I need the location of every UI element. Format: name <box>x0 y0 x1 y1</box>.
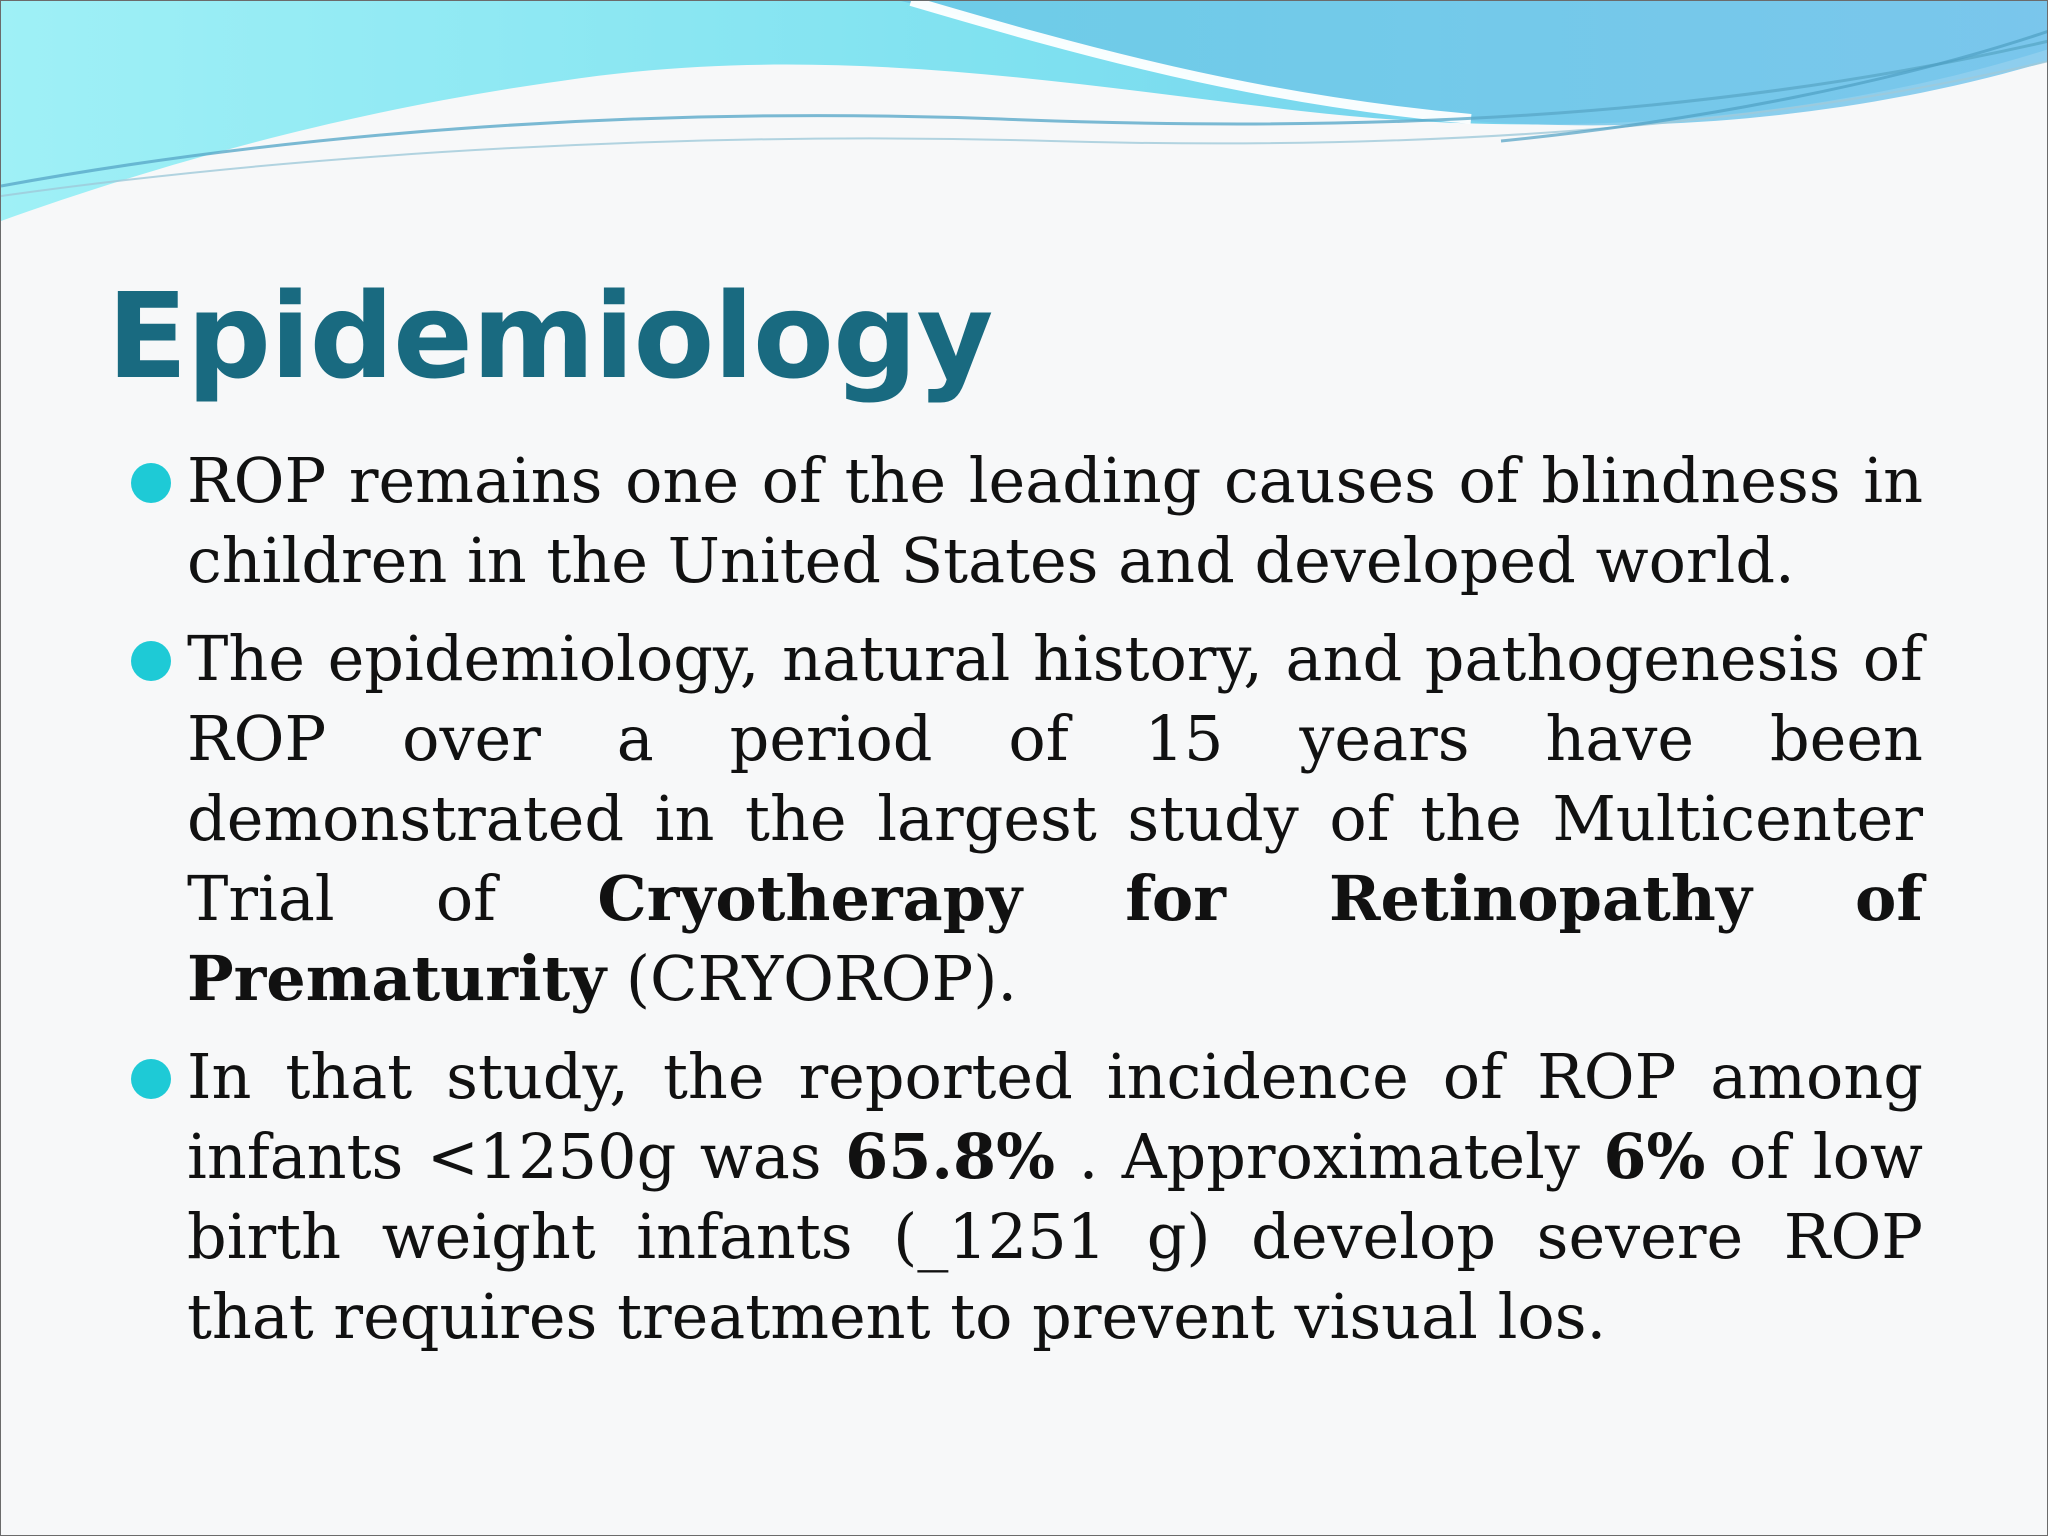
bullet-text: In that study, the reported incidence of ROP among infants <1250g was <box>187 1040 1923 1193</box>
bullet-item <box>131 441 1923 601</box>
bullet-dot-icon <box>131 463 171 503</box>
bullet-dot-icon <box>131 1059 171 1099</box>
bullet-text: The epidemiology, natural history, and pathogenesis of ROP over a period of 15 years have been demonstrated in the largest study of the Multicenter Trial of <box>187 622 1923 935</box>
bullet-text: (CRYOROP). <box>606 942 1018 1015</box>
bullet-item <box>131 1037 1923 1357</box>
bullet-dot-icon <box>131 641 171 681</box>
bullet-list <box>131 441 1923 1375</box>
bullet-item <box>131 619 1923 1019</box>
slide-title: Epidemiology <box>107 267 993 405</box>
bullet-text: ROP remains one of the leading causes of blindness in children in the United States and developed world. <box>187 444 1923 597</box>
bullet-text: . Approximately <box>1055 1120 1604 1193</box>
bold-text: Cryotherapy for Retinopathy of Prematurity <box>187 862 1923 1015</box>
bullet-text: of low birth weight infants (_1251 g) develop severe ROP that requires treatment to prevent visual los. <box>187 1120 1923 1353</box>
header-wave-decoration <box>1 1 2048 241</box>
bold-text: 6% <box>1603 1120 1706 1193</box>
bold-text: 65.8% <box>845 1120 1056 1193</box>
